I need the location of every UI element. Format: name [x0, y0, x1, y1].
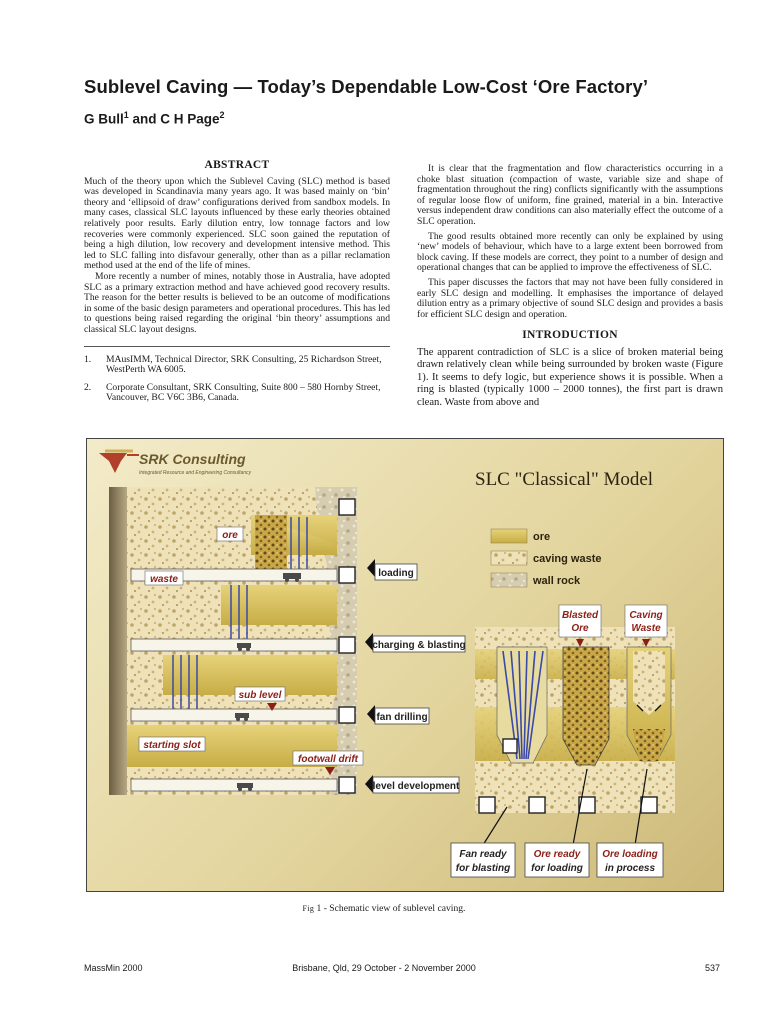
author-2: and C H Page [128, 111, 220, 127]
authors [84, 110, 225, 127]
footer-location: Brisbane, Qld, 29 October - 2 November 2000 [292, 963, 476, 973]
svg-text:Blasted: Blasted [561, 610, 599, 621]
label-ore-loading [597, 843, 663, 877]
legend-wall-rock: wall rock [533, 575, 581, 587]
paper-title: Sublevel Caving — Today’s Dependable Low-Cost ‘Ore Factory’ [84, 76, 649, 97]
right-schematic [475, 627, 675, 845]
footnote-number: 2. [84, 381, 92, 393]
abstract-heading: ABSTRACT [204, 159, 270, 171]
footnote-rule [84, 346, 390, 347]
step-fan-drilling [367, 705, 429, 724]
legend-swatch-ore [491, 529, 527, 543]
label-ore-ready [525, 843, 589, 877]
legend [491, 529, 601, 587]
footnote-number: 1. [84, 353, 92, 365]
legend-ore: ore [533, 531, 551, 543]
author-2-affiliation: 2 [219, 110, 225, 120]
footnote-2 [84, 383, 390, 404]
figure-caption [0, 903, 768, 914]
srk-logo [99, 451, 139, 473]
slc-diagram [87, 439, 723, 891]
svg-text:fan drilling: fan drilling [376, 712, 428, 723]
figure-1 [86, 438, 724, 892]
abstract-paragraph-4: The good results obtained more recently can only be explained by using ‘new’ models of behaviour, which have to a large extent been borrowed from block caving. If these models are correct, they point to a number of design and operational changes that can be applied to improve the effectiveness of SLC. [417, 230, 723, 274]
author-1: G Bull [84, 111, 124, 127]
page-number: 537 [704, 963, 720, 973]
footnote-1 [84, 355, 390, 376]
introduction-paragraph: The apparent contradiction of SLC is a slice of broken material being drawn relatively clean while being surrounded by broken waste (Figure 1). It seems to defy logic, but experience shows it is possible. When a ring is blasted (typically 1000 – 2000 tonnes), the first part is drawn clean. Waste from above and [417, 346, 723, 408]
step-level-development [365, 775, 460, 793]
svg-text:footwall drift: footwall drift [298, 754, 358, 765]
svg-text:for loading: for loading [531, 863, 583, 874]
legend-swatch-rock [491, 573, 527, 587]
svg-text:sub level: sub level [238, 690, 282, 701]
company-tagline: Integrated Resource and Engineering Consultancy [139, 470, 252, 476]
legend-caving-waste: caving waste [533, 553, 602, 565]
footnote-text: Corporate Consultant, SRK Consulting, Suite 800 – 580 Hornby Street, Vancouver, BC V6C 3B6, Canada. [106, 381, 381, 404]
svg-text:loading: loading [378, 568, 414, 579]
label-ore [217, 527, 243, 541]
svg-text:starting slot: starting slot [143, 740, 201, 751]
right-column [417, 164, 723, 409]
model-title: SLC "Classical" Model [475, 469, 654, 490]
step-loading [367, 559, 417, 580]
svg-text:charging & blasting: charging & blasting [372, 640, 466, 651]
footnote-text: MAusIMM, Technical Director, SRK Consulting, 25 Richardson Street, WestPerth WA 6005. [106, 353, 382, 376]
introduction-heading: INTRODUCTION [522, 329, 618, 342]
svg-text:Caving: Caving [629, 610, 663, 621]
abstract-paragraph-2: More recently a number of mines, notably those in Australia, have adopted SLC as a primary extraction method and have achieved good recovery results. The reason for the better results is believed to be an outcome of modifications in some of the basic design parameters and operational procedures. This has led to questions being raised regarding the original ‘bin theory’ assumptions and classical SLC layout designs. [84, 270, 390, 335]
svg-text:level development: level development [372, 781, 460, 792]
abstract-paragraph-1: Much of the theory upon which the Sublevel Caving (SLC) method is based was developed in Scandinavia many years ago. It was based mainly on ‘bin’ theory and ‘ellipsoid of draw’ configurations derived from sandbox models. In many cases, classical SLC layouts influenced by these early theories obtained relatively poor results. Early dilution entry, low tonnage factors and low recoveries were commonly experienced. SLC soon gained the reputation of being a high dilution, low recovery and development intensive method. This led to SLC falling into disfavour generally, other than as a pillar reclamation method used at the end of the life of mines. [84, 175, 390, 272]
label-starting-slot [139, 737, 205, 751]
label-waste [145, 571, 183, 585]
step-charging-blasting [365, 633, 466, 652]
footer-conference: MassMin 2000 [84, 963, 143, 973]
legend-swatch-waste [491, 551, 527, 565]
svg-text:ore: ore [222, 530, 238, 541]
abstract-paragraph-5: This paper discusses the factors that may not have been fully considered in early SLC design and modelling. It emphasises the importance of delayed dilution entry as a primary objective of sound SLC design and provides a basis for efficient SLC design and operation. [417, 276, 723, 320]
svg-text:waste: waste [150, 574, 178, 585]
label-fan-ready [451, 843, 515, 877]
svg-text:Waste: Waste [631, 623, 661, 634]
left-column [84, 160, 390, 411]
caption-label: Fig [302, 904, 315, 913]
svg-text:Ore ready: Ore ready [533, 849, 581, 860]
abstract-paragraph-3: It is clear that the fragmentation and flow characteristics occurring in a choke blast situation (compaction of waste, variable size and shape of fragmentation throughout the ring) conflicts significantly with the assumptions of regular loose flow of uniform, fine grained, material in a bin. Interactive versus independent draw conditions can also materially effect the outcome of a SLC operation. [417, 163, 723, 227]
svg-text:Fan ready: Fan ready [459, 849, 507, 860]
svg-text:in process: in process [604, 863, 656, 874]
company-name: SRK Consulting [139, 451, 246, 467]
svg-text:Ore: Ore [571, 623, 589, 634]
author-1-affiliation: 1 [123, 110, 129, 120]
svg-text:for blasting: for blasting [455, 863, 511, 874]
svg-text:Ore loading: Ore loading [602, 849, 658, 860]
caption-text: 1 - Schematic view of sublevel caving. [314, 903, 466, 914]
